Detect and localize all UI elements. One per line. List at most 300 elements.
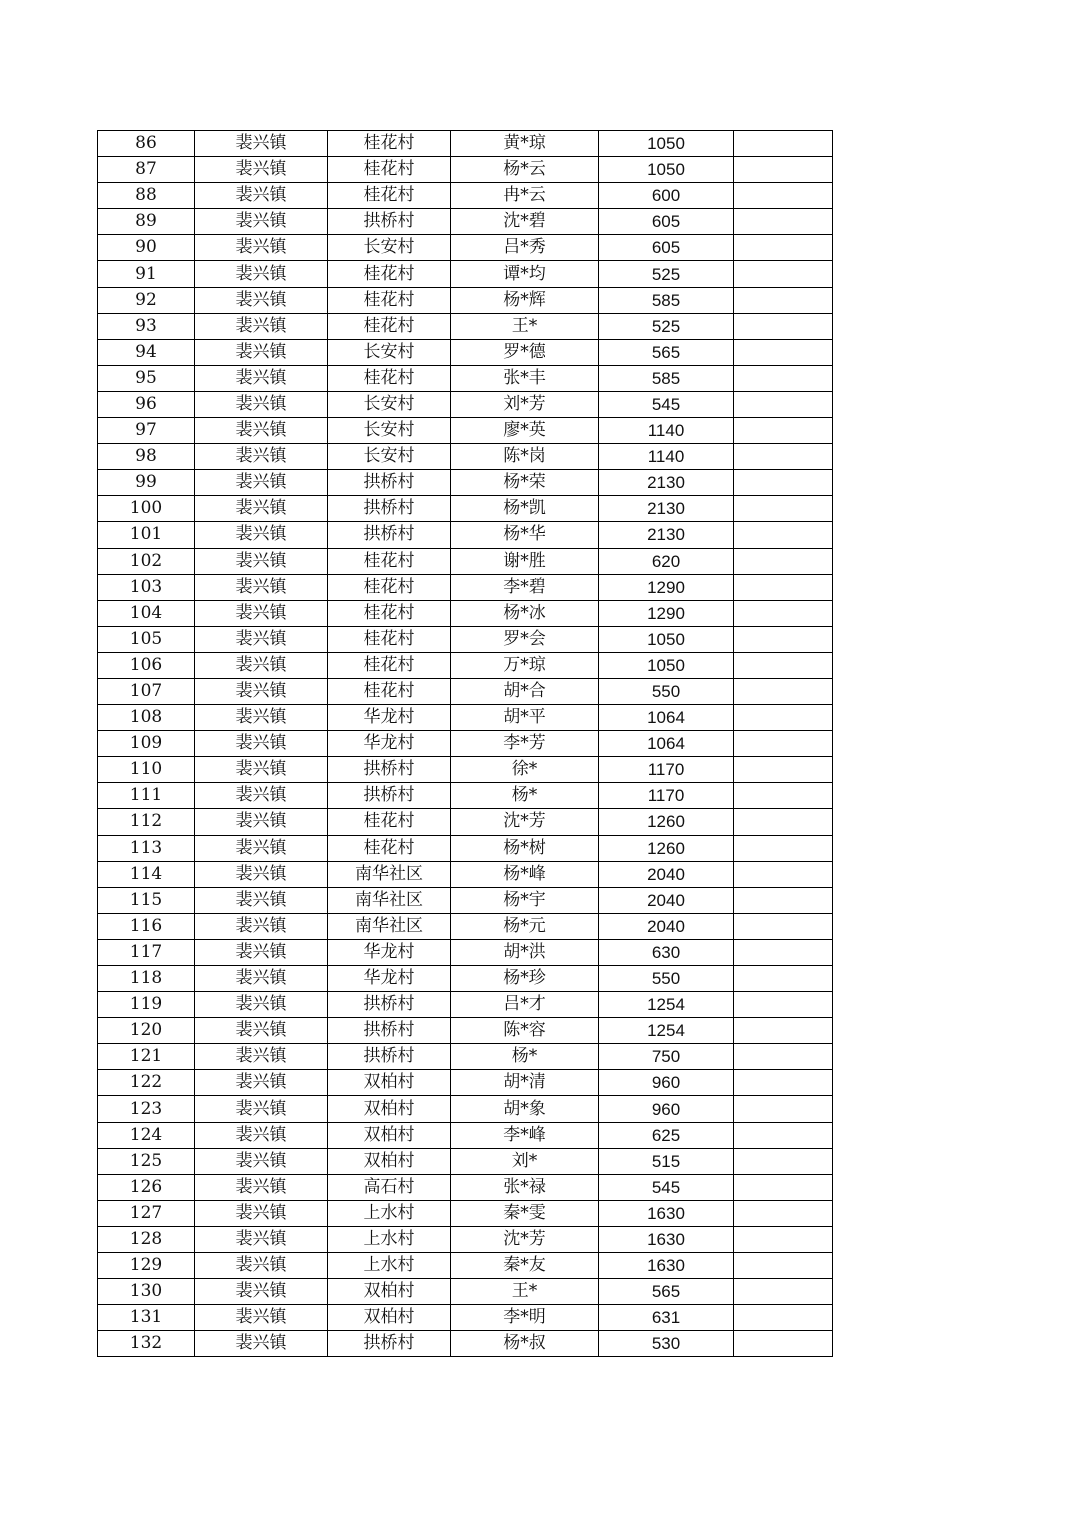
row-number-cell: 99 [98,470,195,496]
town-cell: 裴兴镇 [195,261,328,287]
table-row [98,835,833,861]
table-row [98,313,833,339]
amount-cell: 620 [599,548,734,574]
person-name-cell: 吕*才 [451,992,599,1018]
town-cell: 裴兴镇 [195,157,328,183]
town-cell: 裴兴镇 [195,1305,328,1331]
remark-cell [734,600,833,626]
remark-cell [734,261,833,287]
remark-cell [734,1279,833,1305]
remark-cell [734,574,833,600]
person-name-cell: 秦*雯 [451,1200,599,1226]
row-number-cell: 122 [98,1070,195,1096]
table-row [98,209,833,235]
village-cell: 拱桥村 [328,757,451,783]
amount-cell: 565 [599,339,734,365]
row-number-cell: 126 [98,1174,195,1200]
person-name-cell: 廖*英 [451,418,599,444]
table-row [98,678,833,704]
town-cell: 裴兴镇 [195,313,328,339]
village-cell: 桂花村 [328,131,451,157]
person-name-cell: 杨*辉 [451,287,599,313]
town-cell: 裴兴镇 [195,1253,328,1279]
town-cell: 裴兴镇 [195,992,328,1018]
remark-cell [734,626,833,652]
table-row [98,1096,833,1122]
table-row [98,339,833,365]
amount-cell: 515 [599,1148,734,1174]
amount-cell: 545 [599,1174,734,1200]
remark-cell [734,209,833,235]
remark-cell [734,731,833,757]
table-row [98,391,833,417]
remark-cell [734,1200,833,1226]
person-name-cell: 冉*云 [451,183,599,209]
village-cell: 南华社区 [328,887,451,913]
person-name-cell: 张*禄 [451,1174,599,1200]
table-row [98,731,833,757]
row-number-cell: 132 [98,1331,195,1357]
row-number-cell: 105 [98,626,195,652]
amount-cell: 585 [599,287,734,313]
row-number-cell: 125 [98,1148,195,1174]
town-cell: 裴兴镇 [195,339,328,365]
row-number-cell: 112 [98,809,195,835]
row-number-cell: 127 [98,1200,195,1226]
village-cell: 南华社区 [328,861,451,887]
remark-cell [734,939,833,965]
amount-cell: 1050 [599,131,734,157]
amount-cell: 530 [599,1331,734,1357]
person-name-cell: 王* [451,313,599,339]
table-row [98,235,833,261]
person-name-cell: 刘*芳 [451,391,599,417]
amount-cell: 2040 [599,913,734,939]
village-cell: 桂花村 [328,600,451,626]
person-name-cell: 罗*会 [451,626,599,652]
village-cell: 拱桥村 [328,496,451,522]
amount-cell: 525 [599,261,734,287]
town-cell: 裴兴镇 [195,913,328,939]
person-name-cell: 胡*象 [451,1096,599,1122]
person-name-cell: 杨*叔 [451,1331,599,1357]
row-number-cell: 104 [98,600,195,626]
amount-cell: 1050 [599,652,734,678]
amount-cell: 960 [599,1070,734,1096]
person-name-cell: 秦*友 [451,1253,599,1279]
remark-cell [734,548,833,574]
table-row [98,652,833,678]
table-row [98,522,833,548]
amount-cell: 1290 [599,600,734,626]
person-name-cell: 杨*冰 [451,600,599,626]
village-cell: 桂花村 [328,809,451,835]
remark-cell [734,861,833,887]
table-row [98,1331,833,1357]
village-cell: 桂花村 [328,157,451,183]
person-name-cell: 杨*宇 [451,887,599,913]
row-number-cell: 113 [98,835,195,861]
remark-cell [734,783,833,809]
row-number-cell: 124 [98,1122,195,1148]
remark-cell [734,313,833,339]
person-name-cell: 杨*华 [451,522,599,548]
remark-cell [734,757,833,783]
table-row [98,757,833,783]
person-name-cell: 胡*洪 [451,939,599,965]
remark-cell [734,835,833,861]
table-row [98,470,833,496]
amount-cell: 2130 [599,470,734,496]
amount-cell: 605 [599,235,734,261]
village-cell: 长安村 [328,418,451,444]
remark-cell [734,1331,833,1357]
row-number-cell: 87 [98,157,195,183]
amount-cell: 1254 [599,992,734,1018]
person-name-cell: 胡*平 [451,705,599,731]
row-number-cell: 96 [98,391,195,417]
row-number-cell: 89 [98,209,195,235]
table-row [98,418,833,444]
town-cell: 裴兴镇 [195,1279,328,1305]
table-row [98,287,833,313]
row-number-cell: 97 [98,418,195,444]
person-name-cell: 李*芳 [451,731,599,757]
amount-cell: 605 [599,209,734,235]
village-cell: 双柏村 [328,1305,451,1331]
remark-cell [734,1148,833,1174]
amount-cell: 2040 [599,887,734,913]
village-cell: 桂花村 [328,365,451,391]
table-row [98,1122,833,1148]
town-cell: 裴兴镇 [195,861,328,887]
remark-cell [734,1096,833,1122]
table-row [98,887,833,913]
town-cell: 裴兴镇 [195,1122,328,1148]
amount-cell: 750 [599,1044,734,1070]
row-number-cell: 109 [98,731,195,757]
village-cell: 华龙村 [328,731,451,757]
village-cell: 桂花村 [328,183,451,209]
table-row [98,1070,833,1096]
row-number-cell: 93 [98,313,195,339]
person-name-cell: 徐* [451,757,599,783]
table-row [98,992,833,1018]
remark-cell [734,652,833,678]
amount-cell: 625 [599,1122,734,1148]
person-name-cell: 黄*琼 [451,131,599,157]
row-number-cell: 116 [98,913,195,939]
town-cell: 裴兴镇 [195,365,328,391]
amount-cell: 1050 [599,626,734,652]
village-cell: 桂花村 [328,313,451,339]
village-cell: 拱桥村 [328,992,451,1018]
amount-cell: 630 [599,939,734,965]
person-name-cell: 罗*德 [451,339,599,365]
town-cell: 裴兴镇 [195,235,328,261]
remark-cell [734,1122,833,1148]
row-number-cell: 106 [98,652,195,678]
remark-cell [734,183,833,209]
table-row [98,939,833,965]
remark-cell [734,1226,833,1252]
person-name-cell: 谢*胜 [451,548,599,574]
remark-cell [734,522,833,548]
person-name-cell: 胡*清 [451,1070,599,1096]
table-row [98,705,833,731]
village-cell: 桂花村 [328,287,451,313]
town-cell: 裴兴镇 [195,1200,328,1226]
amount-cell: 1630 [599,1226,734,1252]
town-cell: 裴兴镇 [195,1044,328,1070]
town-cell: 裴兴镇 [195,470,328,496]
village-cell: 华龙村 [328,939,451,965]
remark-cell [734,966,833,992]
row-number-cell: 102 [98,548,195,574]
village-cell: 桂花村 [328,652,451,678]
amount-cell: 1170 [599,757,734,783]
row-number-cell: 117 [98,939,195,965]
town-cell: 裴兴镇 [195,966,328,992]
table-row [98,548,833,574]
village-cell: 桂花村 [328,548,451,574]
subsidy-table [97,130,833,1357]
amount-cell: 1630 [599,1200,734,1226]
town-cell: 裴兴镇 [195,444,328,470]
table-row [98,496,833,522]
village-cell: 双柏村 [328,1148,451,1174]
remark-cell [734,391,833,417]
table-row [98,966,833,992]
town-cell: 裴兴镇 [195,209,328,235]
row-number-cell: 111 [98,783,195,809]
town-cell: 裴兴镇 [195,809,328,835]
row-number-cell: 101 [98,522,195,548]
row-number-cell: 100 [98,496,195,522]
amount-cell: 565 [599,1279,734,1305]
person-name-cell: 张*丰 [451,365,599,391]
row-number-cell: 95 [98,365,195,391]
amount-cell: 550 [599,678,734,704]
village-cell: 双柏村 [328,1122,451,1148]
row-number-cell: 110 [98,757,195,783]
remark-cell [734,339,833,365]
village-cell: 华龙村 [328,705,451,731]
village-cell: 桂花村 [328,261,451,287]
row-number-cell: 131 [98,1305,195,1331]
row-number-cell: 129 [98,1253,195,1279]
person-name-cell: 杨* [451,783,599,809]
row-number-cell: 114 [98,861,195,887]
remark-cell [734,992,833,1018]
person-name-cell: 胡*合 [451,678,599,704]
remark-cell [734,678,833,704]
village-cell: 拱桥村 [328,1044,451,1070]
row-number-cell: 88 [98,183,195,209]
town-cell: 裴兴镇 [195,1331,328,1357]
table-row [98,626,833,652]
table-row [98,1253,833,1279]
town-cell: 裴兴镇 [195,678,328,704]
remark-cell [734,1044,833,1070]
amount-cell: 1254 [599,1018,734,1044]
village-cell: 桂花村 [328,574,451,600]
village-cell: 长安村 [328,339,451,365]
row-number-cell: 119 [98,992,195,1018]
table-row [98,183,833,209]
remark-cell [734,235,833,261]
town-cell: 裴兴镇 [195,705,328,731]
town-cell: 裴兴镇 [195,131,328,157]
remark-cell [734,470,833,496]
amount-cell: 545 [599,391,734,417]
town-cell: 裴兴镇 [195,391,328,417]
table-row [98,261,833,287]
remark-cell [734,418,833,444]
remark-cell [734,131,833,157]
town-cell: 裴兴镇 [195,757,328,783]
amount-cell: 960 [599,1096,734,1122]
remark-cell [734,365,833,391]
person-name-cell: 李*碧 [451,574,599,600]
amount-cell: 1630 [599,1253,734,1279]
row-number-cell: 115 [98,887,195,913]
town-cell: 裴兴镇 [195,548,328,574]
amount-cell: 1290 [599,574,734,600]
table-row [98,365,833,391]
amount-cell: 585 [599,365,734,391]
town-cell: 裴兴镇 [195,183,328,209]
person-name-cell: 杨*珍 [451,966,599,992]
table-row [98,861,833,887]
person-name-cell: 杨*云 [451,157,599,183]
person-name-cell: 陈*容 [451,1018,599,1044]
table-row [98,1148,833,1174]
row-number-cell: 123 [98,1096,195,1122]
row-number-cell: 118 [98,966,195,992]
amount-cell: 600 [599,183,734,209]
table-row [98,574,833,600]
village-cell: 桂花村 [328,626,451,652]
remark-cell [734,887,833,913]
amount-cell: 2130 [599,496,734,522]
table-row [98,809,833,835]
town-cell: 裴兴镇 [195,496,328,522]
amount-cell: 2130 [599,522,734,548]
village-cell: 高石村 [328,1174,451,1200]
village-cell: 长安村 [328,444,451,470]
village-cell: 长安村 [328,391,451,417]
town-cell: 裴兴镇 [195,287,328,313]
person-name-cell: 谭*均 [451,261,599,287]
person-name-cell: 李*明 [451,1305,599,1331]
remark-cell [734,287,833,313]
table-row [98,444,833,470]
amount-cell: 1064 [599,731,734,757]
amount-cell: 2040 [599,861,734,887]
village-cell: 拱桥村 [328,783,451,809]
remark-cell [734,1070,833,1096]
village-cell: 拱桥村 [328,522,451,548]
row-number-cell: 94 [98,339,195,365]
town-cell: 裴兴镇 [195,887,328,913]
village-cell: 长安村 [328,235,451,261]
village-cell: 拱桥村 [328,209,451,235]
town-cell: 裴兴镇 [195,418,328,444]
village-cell: 桂花村 [328,678,451,704]
village-cell: 双柏村 [328,1096,451,1122]
table-row [98,783,833,809]
town-cell: 裴兴镇 [195,652,328,678]
person-name-cell: 王* [451,1279,599,1305]
table-row [98,1018,833,1044]
table-row [98,913,833,939]
village-cell: 上水村 [328,1200,451,1226]
row-number-cell: 108 [98,705,195,731]
table-row [98,1174,833,1200]
amount-cell: 1140 [599,418,734,444]
table-row [98,600,833,626]
town-cell: 裴兴镇 [195,626,328,652]
row-number-cell: 92 [98,287,195,313]
village-cell: 南华社区 [328,913,451,939]
remark-cell [734,809,833,835]
town-cell: 裴兴镇 [195,1226,328,1252]
town-cell: 裴兴镇 [195,522,328,548]
town-cell: 裴兴镇 [195,731,328,757]
remark-cell [734,1253,833,1279]
row-number-cell: 86 [98,131,195,157]
town-cell: 裴兴镇 [195,600,328,626]
amount-cell: 1260 [599,835,734,861]
town-cell: 裴兴镇 [195,1018,328,1044]
person-name-cell: 杨*凯 [451,496,599,522]
table-row [98,1200,833,1226]
person-name-cell: 杨*峰 [451,861,599,887]
village-cell: 拱桥村 [328,1018,451,1044]
row-number-cell: 128 [98,1226,195,1252]
remark-cell [734,1174,833,1200]
table-row [98,157,833,183]
table-row [98,1305,833,1331]
town-cell: 裴兴镇 [195,1148,328,1174]
amount-cell: 1064 [599,705,734,731]
village-cell: 双柏村 [328,1070,451,1096]
amount-cell: 550 [599,966,734,992]
remark-cell [734,913,833,939]
row-number-cell: 90 [98,235,195,261]
person-name-cell: 杨*荣 [451,470,599,496]
row-number-cell: 91 [98,261,195,287]
town-cell: 裴兴镇 [195,939,328,965]
row-number-cell: 98 [98,444,195,470]
village-cell: 拱桥村 [328,470,451,496]
remark-cell [734,496,833,522]
village-cell: 上水村 [328,1253,451,1279]
village-cell: 华龙村 [328,966,451,992]
person-name-cell: 陈*岗 [451,444,599,470]
village-cell: 桂花村 [328,835,451,861]
town-cell: 裴兴镇 [195,835,328,861]
person-name-cell: 杨* [451,1044,599,1070]
amount-cell: 1170 [599,783,734,809]
person-name-cell: 杨*元 [451,913,599,939]
table-row [98,1279,833,1305]
remark-cell [734,1018,833,1044]
person-name-cell: 李*峰 [451,1122,599,1148]
person-name-cell: 杨*树 [451,835,599,861]
table-row [98,1226,833,1252]
